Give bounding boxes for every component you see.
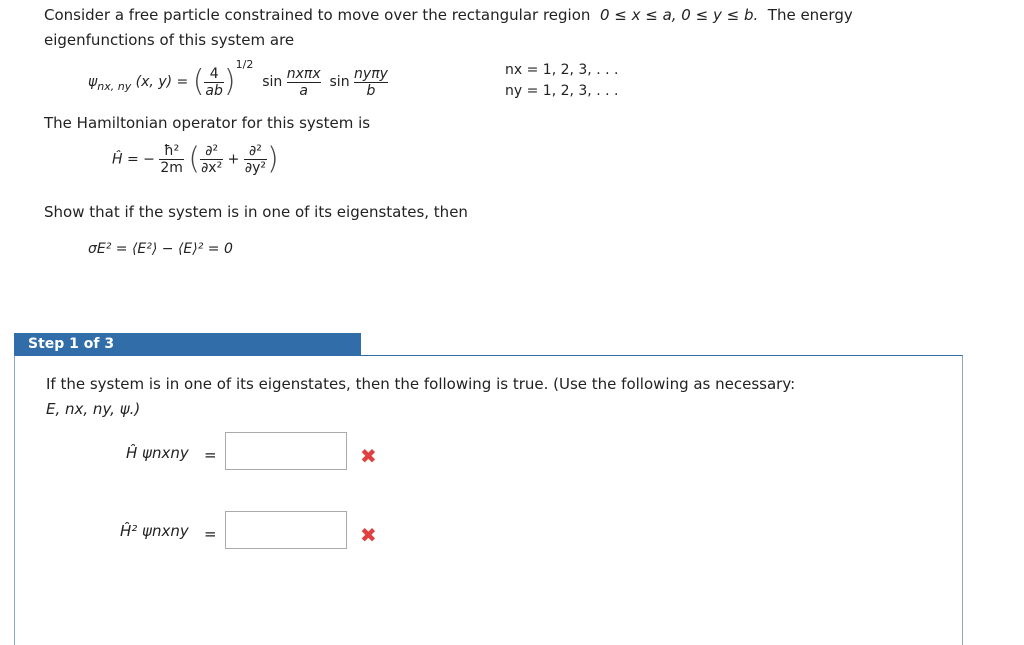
left-paren: ( xyxy=(192,64,205,99)
step-text-line1: If the system is in one of its eigenstates, then the following is true. (Use the following as necessary: xyxy=(46,375,796,393)
sin2-fraction xyxy=(354,66,388,99)
intro-text: Consider a free particle constrained to move over the rectangular region xyxy=(44,6,591,24)
ny-range: ny = 1, 2, 3, . . . xyxy=(505,83,619,99)
d2x-fraction xyxy=(200,143,223,176)
intro-end-text: The energy xyxy=(767,6,853,24)
hamiltonian-equation xyxy=(112,143,279,176)
coef-exponent: 1/2 xyxy=(235,58,254,71)
sin1-den: a xyxy=(287,82,321,99)
right-paren: ) xyxy=(223,64,236,99)
psi-args: (x, y) = xyxy=(135,74,189,90)
hbar-den: 2m xyxy=(160,160,183,176)
psi-symbol: ψ xyxy=(88,74,98,90)
hbar-fraction xyxy=(159,143,184,176)
eq2-answer-input[interactable] xyxy=(225,511,347,549)
coef-den: ab xyxy=(205,82,223,99)
problem-intro-line1 xyxy=(44,6,853,24)
plus-sign: + xyxy=(227,151,240,168)
wavefunction-equation xyxy=(88,58,388,99)
coef-num: 4 xyxy=(209,65,219,82)
problem-intro-line2: eigenfunctions of this system are xyxy=(44,31,295,49)
d2x-den: ∂x² xyxy=(201,160,223,176)
psi-subscript: nx, ny xyxy=(97,79,132,93)
variance-equation: σE² = ⟨E²⟩ − ⟨E⟩² = 0 xyxy=(88,241,233,257)
sin2-den: b xyxy=(354,82,388,99)
sin2-label: sin xyxy=(329,74,350,90)
coef-fraction xyxy=(204,66,223,99)
hamiltonian-intro: The Hamiltonian operator for this system is xyxy=(44,114,371,132)
eq1-label: Ĥ ψnxny xyxy=(126,444,189,462)
hamiltonian-lhs: Ĥ = − xyxy=(112,151,155,168)
step-header: Step 1 of 3 xyxy=(14,333,361,355)
d2y-num: ∂² xyxy=(248,143,262,159)
sin1-label: sin xyxy=(262,74,283,90)
nx-range: nx = 1, 2, 3, . . . xyxy=(505,62,619,78)
eq1-answer-input[interactable] xyxy=(225,432,347,470)
hbar-num: ħ² xyxy=(163,143,180,159)
eq1-incorrect-icon: ✖ xyxy=(360,444,377,468)
d2y-den: ∂y² xyxy=(244,160,266,176)
step-text-line2: E, nx, ny, ψ.) xyxy=(46,400,141,418)
d2y-fraction xyxy=(244,143,267,176)
eq2-incorrect-icon: ✖ xyxy=(360,523,377,547)
eq2-equals: = xyxy=(204,525,217,543)
h-left-paren: ( xyxy=(188,141,201,177)
sin1-fraction xyxy=(287,66,321,99)
step-panel xyxy=(14,355,963,645)
region-text: 0 ≤ x ≤ a, 0 ≤ y ≤ b. xyxy=(599,6,759,24)
sin1-num: nxπx xyxy=(286,65,321,82)
d2x-num: ∂² xyxy=(205,143,219,159)
eq1-equals: = xyxy=(204,446,217,464)
eq2-label: Ĥ² ψnxny xyxy=(120,522,189,540)
h-right-paren: ) xyxy=(266,141,279,177)
show-text: Show that if the system is in one of its eigenstates, then xyxy=(44,203,468,221)
sin2-num: nyπy xyxy=(354,65,388,82)
